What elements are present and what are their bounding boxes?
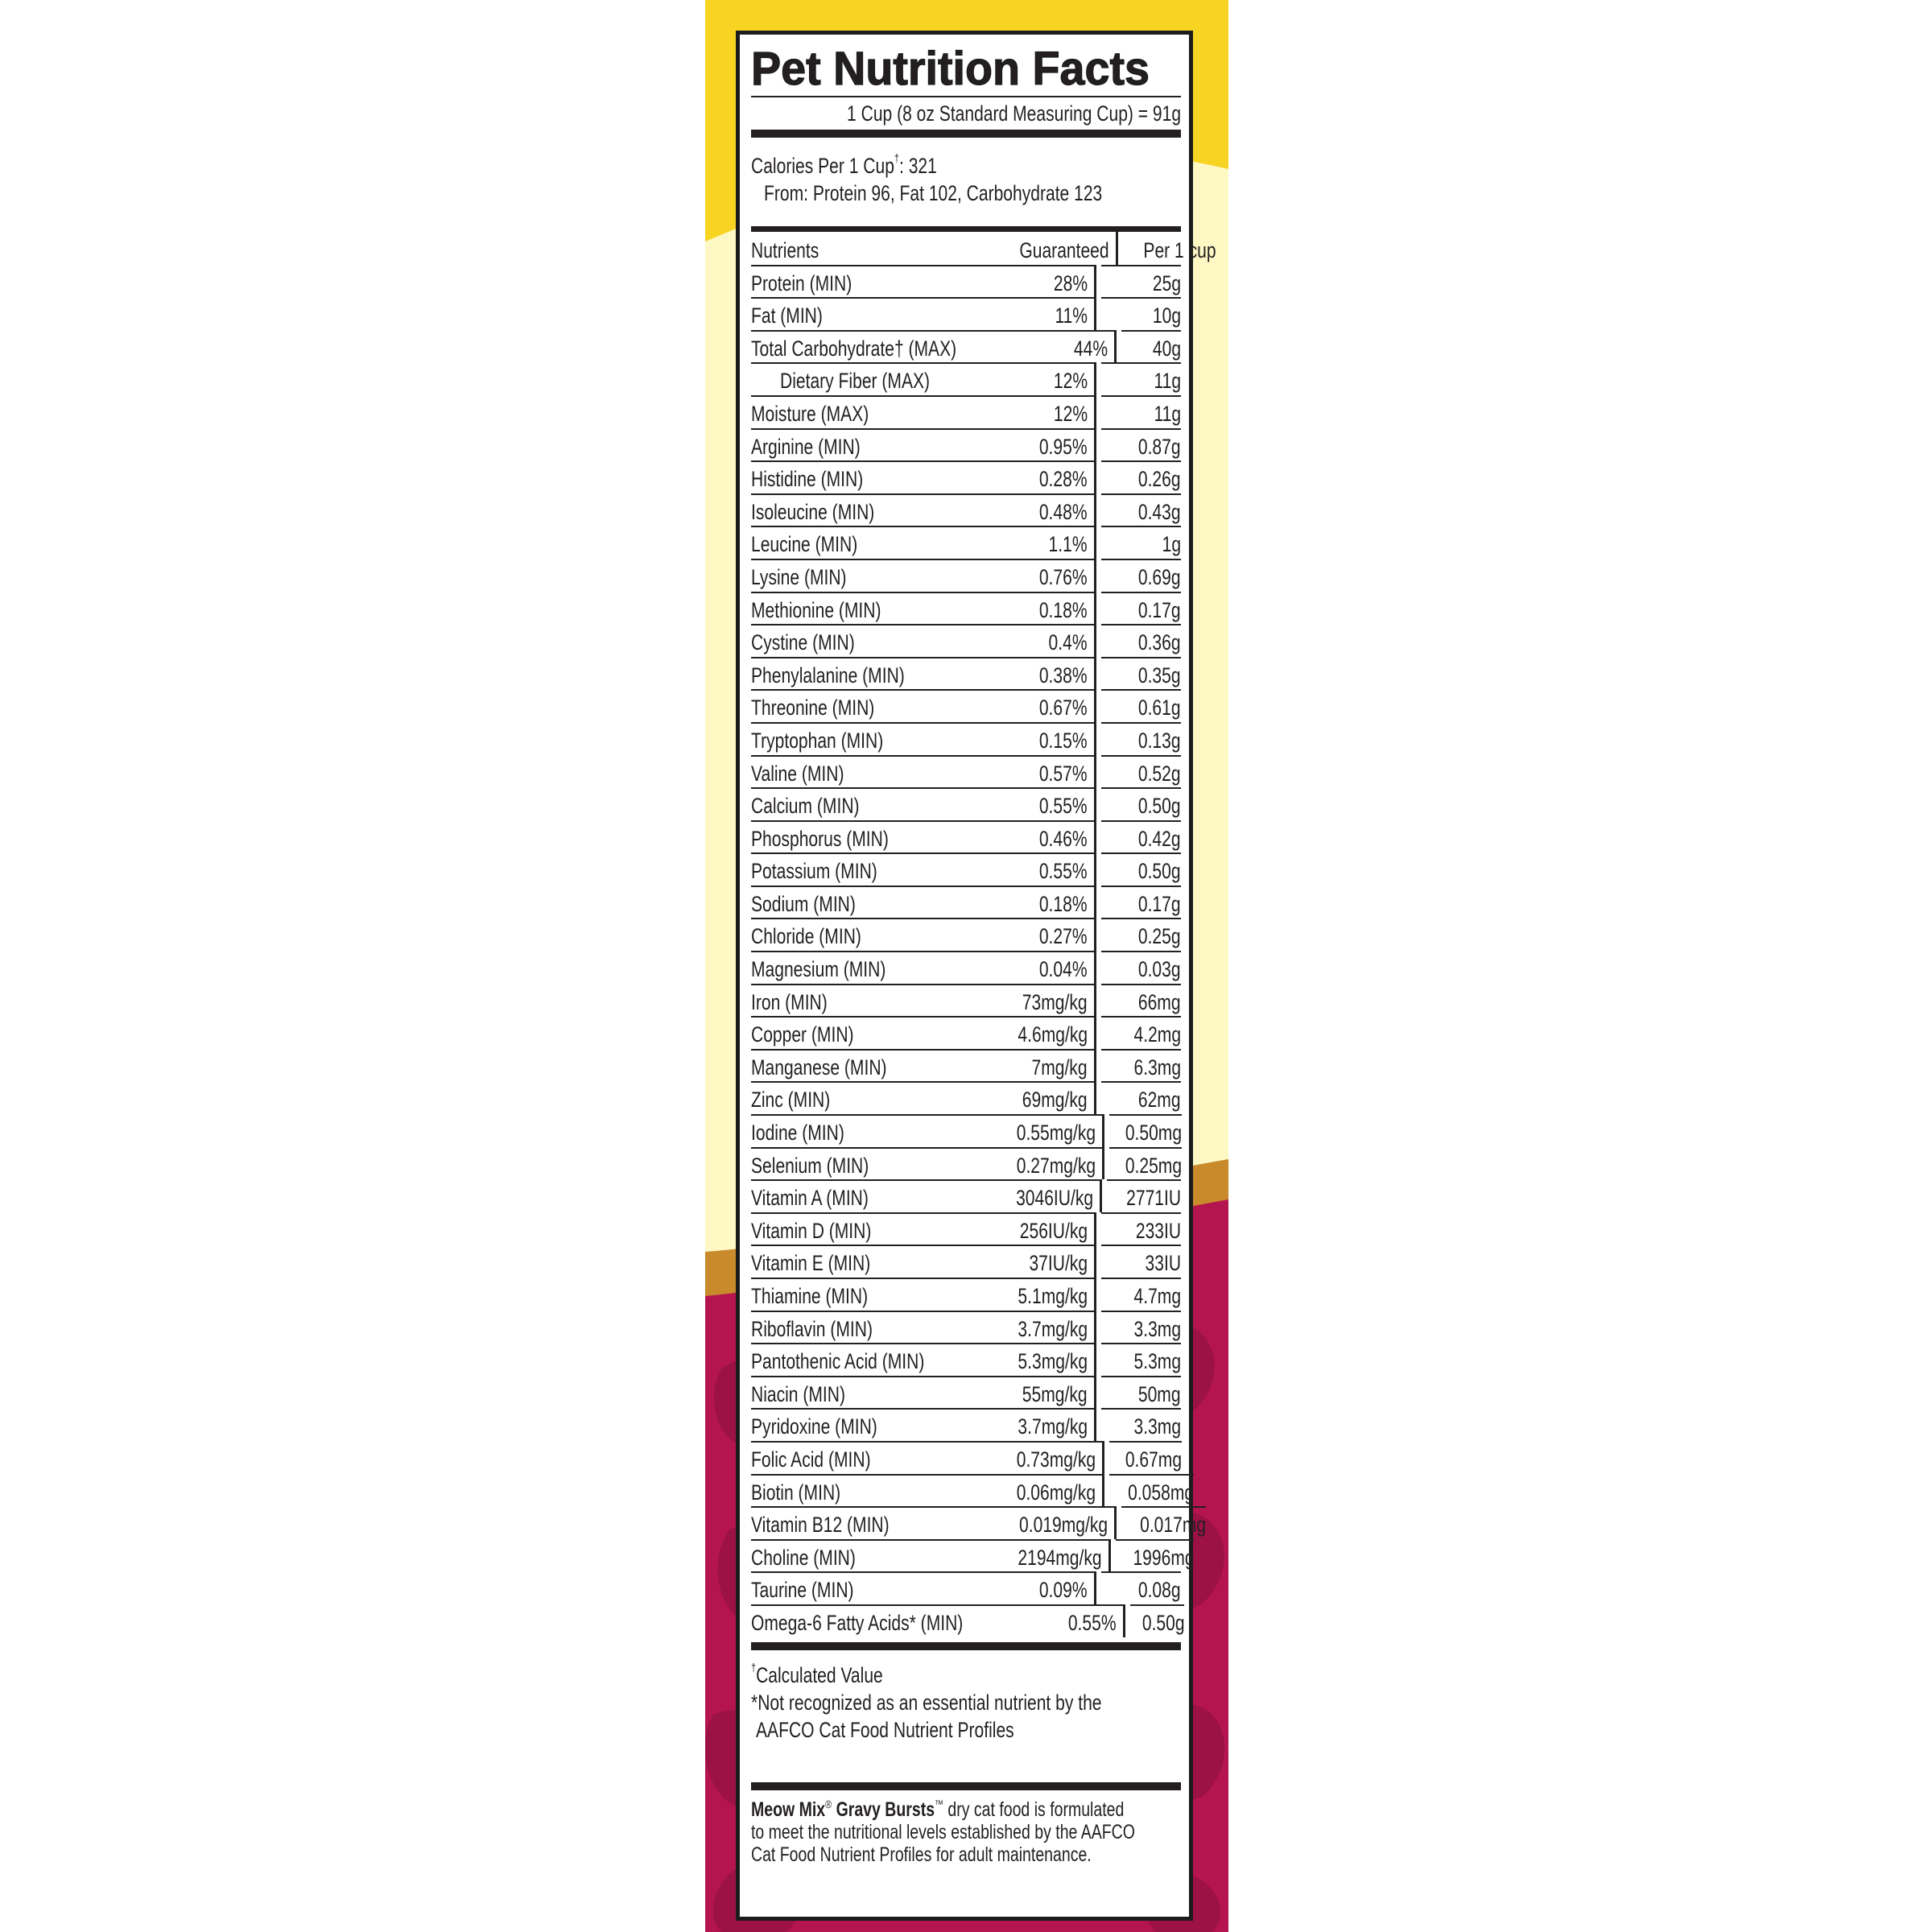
column-divider — [1094, 1311, 1096, 1344]
guaranteed-value: 0.48% — [994, 493, 1094, 526]
guaranteed-value: 0.27% — [994, 918, 1094, 951]
per-cup-value: 66mg — [1101, 984, 1181, 1017]
nutrient-name: Sodium (MIN) — [751, 886, 994, 919]
guaranteed-value: 1.1% — [994, 526, 1094, 559]
column-divider — [1094, 852, 1096, 886]
column-divider — [1102, 1147, 1104, 1180]
nutrition-facts-panel — [736, 31, 1216, 1921]
column-divider — [1100, 1179, 1102, 1212]
calories-line — [751, 152, 1181, 180]
column-divider — [1094, 592, 1096, 625]
table-row — [751, 886, 1181, 919]
nutrient-name: Choline (MIN) — [751, 1539, 994, 1572]
panel-title: Pet Nutrition Facts — [751, 43, 1150, 95]
nutrient-name: Dietary Fiber (MAX) — [751, 362, 994, 395]
guaranteed-value: 0.18% — [994, 886, 1094, 919]
per-cup-value: 2771IU — [1107, 1179, 1181, 1212]
guaranteed-value: 0.019mg/kg — [994, 1506, 1114, 1539]
column-divider — [1094, 918, 1096, 951]
nutrient-name: Riboflavin (MIN) — [751, 1311, 994, 1344]
footnote-not-recognized: *Not recognized as an essential nutrient by the — [751, 1690, 1102, 1715]
nutrient-table — [751, 265, 1207, 1637]
serving-size — [751, 97, 1181, 130]
product-name: Gravy Bursts — [832, 1798, 935, 1821]
per-cup-value: 11g — [1101, 362, 1181, 395]
header-nutrients: Nutrients — [751, 238, 819, 262]
per-cup-value: 0.26g — [1101, 460, 1181, 493]
per-cup-value: 3.3mg — [1101, 1311, 1181, 1344]
table-row — [751, 559, 1181, 592]
nutrient-name: Taurine (MIN) — [751, 1571, 994, 1604]
guaranteed-value: 0.38% — [994, 657, 1094, 690]
table-row — [751, 1311, 1181, 1344]
nutrient-name: Isoleucine (MIN) — [751, 493, 994, 526]
guaranteed-value: 5.1mg/kg — [994, 1278, 1094, 1311]
guaranteed-value: 2194mg/kg — [994, 1539, 1108, 1572]
guaranteed-value: 69mg/kg — [994, 1081, 1094, 1114]
table-row — [751, 1016, 1181, 1049]
per-cup-value: 0.50mg — [1109, 1114, 1182, 1147]
guaranteed-value: 0.06mg/kg — [994, 1474, 1102, 1507]
guaranteed-value: 55mg/kg — [994, 1376, 1094, 1409]
nutrient-name: Zinc (MIN) — [751, 1081, 994, 1114]
table-row — [751, 820, 1181, 853]
table-row — [751, 1474, 1195, 1507]
per-cup-value: 62mg — [1101, 1081, 1181, 1114]
per-cup-value: 0.058mg — [1109, 1474, 1194, 1507]
dagger-mark: † — [751, 1660, 757, 1674]
brand-name: Meow Mix — [751, 1798, 826, 1821]
nutrient-name: Lysine (MIN) — [751, 559, 994, 592]
nutrient-name: Magnesium (MIN) — [751, 951, 994, 984]
per-cup-value: 1996mg — [1116, 1539, 1195, 1572]
column-divider — [1094, 1408, 1096, 1441]
column-divider — [1094, 689, 1096, 722]
column-divider — [1094, 1049, 1096, 1082]
nutrient-name: Cystine (MIN) — [751, 624, 994, 657]
table-row — [751, 657, 1181, 690]
per-cup-value: 0.35g — [1101, 657, 1181, 690]
table-row — [751, 689, 1181, 722]
nutrient-name: Valine (MIN) — [751, 755, 994, 788]
per-cup-value: 0.50g — [1101, 852, 1181, 886]
aafco-statement — [751, 1790, 1181, 1866]
guaranteed-value: 3046IU/kg — [994, 1179, 1100, 1212]
table-bottom-rule — [751, 1642, 1181, 1650]
per-cup-value: 0.61g — [1101, 689, 1181, 722]
guaranteed-value: 0.76% — [994, 559, 1094, 592]
per-cup-value: 0.25g — [1101, 918, 1181, 951]
nutrient-name: Phenylalanine (MIN) — [751, 657, 994, 690]
nutrient-name: Biotin (MIN) — [751, 1474, 994, 1507]
statement-line-3: Cat Food Nutrient Profiles for adult maintenance. — [751, 1843, 1092, 1866]
nutrient-name: Moisture (MAX) — [751, 395, 994, 428]
per-cup-value: 5.3mg — [1101, 1343, 1181, 1376]
nutrient-name: Thiamine (MIN) — [751, 1278, 994, 1311]
column-divider — [1094, 526, 1096, 559]
column-divider — [1094, 395, 1096, 428]
column-divider — [1102, 1441, 1104, 1474]
guaranteed-value: 0.55% — [1023, 1604, 1123, 1637]
column-divider — [1094, 1212, 1096, 1245]
guaranteed-value: 0.67% — [994, 689, 1094, 722]
nutrient-name: Potassium (MIN) — [751, 852, 994, 886]
table-row — [751, 526, 1181, 559]
column-divider — [1116, 232, 1118, 265]
table-row — [751, 1441, 1181, 1474]
calories-section — [751, 138, 1181, 226]
column-divider — [1094, 984, 1096, 1017]
guaranteed-value: 0.57% — [994, 755, 1094, 788]
guaranteed-value: 12% — [994, 362, 1094, 395]
column-divider — [1094, 265, 1096, 298]
table-row — [751, 1245, 1181, 1278]
per-cup-value: 1g — [1101, 526, 1181, 559]
table-row — [751, 395, 1181, 428]
column-divider — [1094, 624, 1096, 657]
per-cup-value: 0.03g — [1101, 951, 1181, 984]
guaranteed-value: 0.95% — [994, 428, 1094, 461]
nutrient-name: Phosphorus (MIN) — [751, 820, 994, 853]
nutrient-name: Niacin (MIN) — [751, 1376, 994, 1409]
guaranteed-value: 0.18% — [994, 592, 1094, 625]
column-divider — [1094, 657, 1096, 690]
guaranteed-value: 0.04% — [994, 951, 1094, 984]
table-row — [751, 592, 1181, 625]
per-cup-value: 10g — [1101, 297, 1181, 330]
nutrient-name: Histidine (MIN) — [751, 460, 994, 493]
table-row — [751, 460, 1181, 493]
footnote-calculated: †Calculated Value — [751, 1660, 883, 1687]
guaranteed-value: 0.55% — [994, 787, 1094, 820]
column-divider — [1094, 787, 1096, 820]
table-row — [751, 1506, 1207, 1539]
table-row — [751, 1408, 1181, 1441]
per-cup-value: 233IU — [1101, 1212, 1181, 1245]
calories-label: Calories Per 1 Cup — [751, 154, 894, 178]
guaranteed-value: 256IU/kg — [994, 1212, 1094, 1245]
table-row — [751, 1049, 1181, 1082]
guaranteed-value: 0.4% — [994, 624, 1094, 657]
column-divider — [1094, 428, 1096, 461]
guaranteed-value: 3.7mg/kg — [994, 1311, 1094, 1344]
table-row — [751, 852, 1181, 886]
column-divider — [1094, 755, 1096, 788]
nutrient-name: Fat (MIN) — [751, 297, 994, 330]
table-row — [751, 951, 1181, 984]
guaranteed-value: 12% — [994, 395, 1094, 428]
header-guaranteed: Guaranteed — [1019, 238, 1109, 262]
guaranteed-value: 73mg/kg — [994, 984, 1094, 1017]
guaranteed-value: 37IU/kg — [994, 1245, 1094, 1278]
table-row — [751, 755, 1181, 788]
table-header — [751, 232, 1216, 265]
nutrient-name: Tryptophan (MIN) — [751, 722, 994, 755]
per-cup-value: 50mg — [1101, 1376, 1181, 1409]
column-divider — [1094, 951, 1096, 984]
nutrient-name: Copper (MIN) — [751, 1016, 994, 1049]
guaranteed-value: 0.55mg/kg — [994, 1114, 1102, 1147]
guaranteed-value: 44% — [1014, 330, 1114, 363]
nutrient-name: Vitamin A (MIN) — [751, 1179, 994, 1212]
column-divider — [1102, 1474, 1104, 1507]
guaranteed-value: 5.3mg/kg — [994, 1343, 1094, 1376]
table-row — [751, 1604, 1185, 1637]
column-divider — [1094, 820, 1096, 853]
per-cup-value: 4.7mg — [1101, 1278, 1181, 1311]
table-row — [751, 787, 1181, 820]
nutrient-name: Vitamin B12 (MIN) — [751, 1506, 994, 1539]
per-cup-value: 3.3mg — [1101, 1408, 1181, 1441]
table-row — [751, 493, 1181, 526]
table-row — [751, 1539, 1195, 1572]
calories-breakdown-text: From: Protein 96, Fat 102, Carbohydrate 123 — [764, 181, 1103, 205]
guaranteed-value: 0.27mg/kg — [994, 1147, 1102, 1180]
guaranteed-value: 0.09% — [994, 1571, 1094, 1604]
column-divider — [1108, 1539, 1111, 1572]
per-cup-value: 33IU — [1101, 1245, 1181, 1278]
per-cup-value: 0.50g — [1130, 1604, 1185, 1637]
column-divider — [1094, 1571, 1096, 1604]
column-divider — [1094, 297, 1096, 330]
per-cup-value: 0.017mg — [1121, 1506, 1206, 1539]
nutrient-name: Iron (MIN) — [751, 984, 994, 1017]
column-divider — [1123, 1604, 1125, 1637]
table-row — [751, 918, 1181, 951]
serving-size-text: 1 Cup (8 oz Standard Measuring Cup) = 91g — [846, 101, 1181, 126]
table-row — [751, 1114, 1181, 1147]
table-row — [751, 1571, 1181, 1604]
nutrient-name: Arginine (MIN) — [751, 428, 994, 461]
nutrient-name: Pyridoxine (MIN) — [751, 1408, 994, 1441]
calories-value: : 321 — [899, 154, 937, 178]
serving-rule — [751, 130, 1181, 138]
statement-line-1: Meow Mix® Gravy Bursts™ dry cat food is formulated — [751, 1797, 1125, 1821]
table-row — [751, 1278, 1181, 1311]
guaranteed-value: 0.73mg/kg — [994, 1441, 1102, 1474]
footnotes — [751, 1650, 1181, 1782]
nutrient-name: Total Carbohydrate† (MAX) — [751, 330, 1014, 363]
per-cup-value: 0.36g — [1101, 624, 1181, 657]
per-cup-value: 0.42g — [1101, 820, 1181, 853]
per-cup-value: 6.3mg — [1101, 1049, 1181, 1082]
table-row — [751, 1179, 1181, 1212]
per-cup-value: 0.50g — [1101, 787, 1181, 820]
table-row — [751, 984, 1181, 1017]
per-cup-value: 0.87g — [1101, 428, 1181, 461]
column-divider — [1094, 493, 1096, 526]
calories-breakdown — [751, 180, 1181, 207]
column-divider — [1094, 460, 1096, 493]
column-divider — [1094, 1376, 1096, 1409]
nutrient-name: Leucine (MIN) — [751, 526, 994, 559]
nutrient-name: Selenium (MIN) — [751, 1147, 994, 1180]
footnote-not-recognized-cont: AAFCO Cat Food Nutrient Profiles — [756, 1717, 1014, 1742]
per-cup-value: 0.08g — [1101, 1571, 1181, 1604]
table-row — [751, 1343, 1181, 1376]
column-divider — [1094, 1245, 1096, 1278]
nutrient-name: Protein (MIN) — [751, 265, 994, 298]
guaranteed-value: 0.55% — [994, 852, 1094, 886]
column-divider — [1114, 330, 1117, 363]
nutrient-name: Vitamin D (MIN) — [751, 1212, 994, 1245]
per-cup-value: 0.69g — [1101, 559, 1181, 592]
table-row — [751, 428, 1181, 461]
per-cup-value: 0.17g — [1101, 592, 1181, 625]
guaranteed-value: 0.46% — [994, 820, 1094, 853]
per-cup-value: 4.2mg — [1101, 1016, 1181, 1049]
nutrient-name: Methionine (MIN) — [751, 592, 994, 625]
calories-rule — [751, 226, 1181, 232]
nutrient-name: Pantothenic Acid (MIN) — [751, 1343, 994, 1376]
per-cup-value: 0.43g — [1101, 493, 1181, 526]
table-row — [751, 1081, 1181, 1114]
dagger-mark: † — [894, 151, 900, 164]
guaranteed-value: 4.6mg/kg — [994, 1016, 1094, 1049]
statement-line-2: to meet the nutritional levels established by the AAFCO — [751, 1820, 1135, 1843]
table-row — [751, 297, 1181, 330]
column-divider — [1102, 1114, 1104, 1147]
column-divider — [1094, 559, 1096, 592]
column-divider — [1094, 362, 1096, 395]
column-divider — [1094, 1081, 1096, 1114]
column-divider — [1094, 1016, 1096, 1049]
per-cup-value: 40g — [1121, 330, 1181, 363]
guaranteed-value: 0.15% — [994, 722, 1094, 755]
per-cup-value: 0.17g — [1101, 886, 1181, 919]
column-divider — [1094, 1278, 1096, 1311]
column-divider — [1094, 1343, 1096, 1376]
column-divider — [1114, 1506, 1117, 1539]
column-divider — [1094, 886, 1096, 919]
nutrient-name: Iodine (MIN) — [751, 1114, 994, 1147]
table-row — [751, 1147, 1181, 1180]
guaranteed-value: 28% — [994, 265, 1094, 298]
guaranteed-value: 7mg/kg — [994, 1049, 1094, 1082]
table-row — [751, 624, 1181, 657]
per-cup-value: 0.25mg — [1109, 1147, 1182, 1180]
per-cup-value: 0.67mg — [1109, 1441, 1182, 1474]
nutrient-name: Folic Acid (MIN) — [751, 1441, 994, 1474]
nutrient-name: Threonine (MIN) — [751, 689, 994, 722]
table-row — [751, 330, 1181, 363]
guaranteed-value: 11% — [994, 297, 1094, 330]
nutrient-name: Omega-6 Fatty Acids* (MIN) — [751, 1604, 1023, 1637]
column-divider — [1094, 722, 1096, 755]
nutrient-name: Chloride (MIN) — [751, 918, 994, 951]
footnote-rule — [751, 1782, 1181, 1790]
nutrient-name: Calcium (MIN) — [751, 787, 994, 820]
nutrient-name: Manganese (MIN) — [751, 1049, 994, 1082]
table-row — [751, 362, 1181, 395]
table-row — [751, 265, 1181, 298]
per-cup-value: 0.52g — [1101, 755, 1181, 788]
table-row — [751, 1376, 1181, 1409]
per-cup-value: 0.13g — [1101, 722, 1181, 755]
header-per-cup: Per 1 cup — [1143, 238, 1216, 262]
nutrient-name: Vitamin E (MIN) — [751, 1245, 994, 1278]
per-cup-value: 25g — [1101, 265, 1181, 298]
guaranteed-value: 3.7mg/kg — [994, 1408, 1094, 1441]
per-cup-value: 11g — [1101, 395, 1181, 428]
table-row — [751, 1212, 1181, 1245]
table-row — [751, 722, 1181, 755]
guaranteed-value: 0.28% — [994, 460, 1094, 493]
